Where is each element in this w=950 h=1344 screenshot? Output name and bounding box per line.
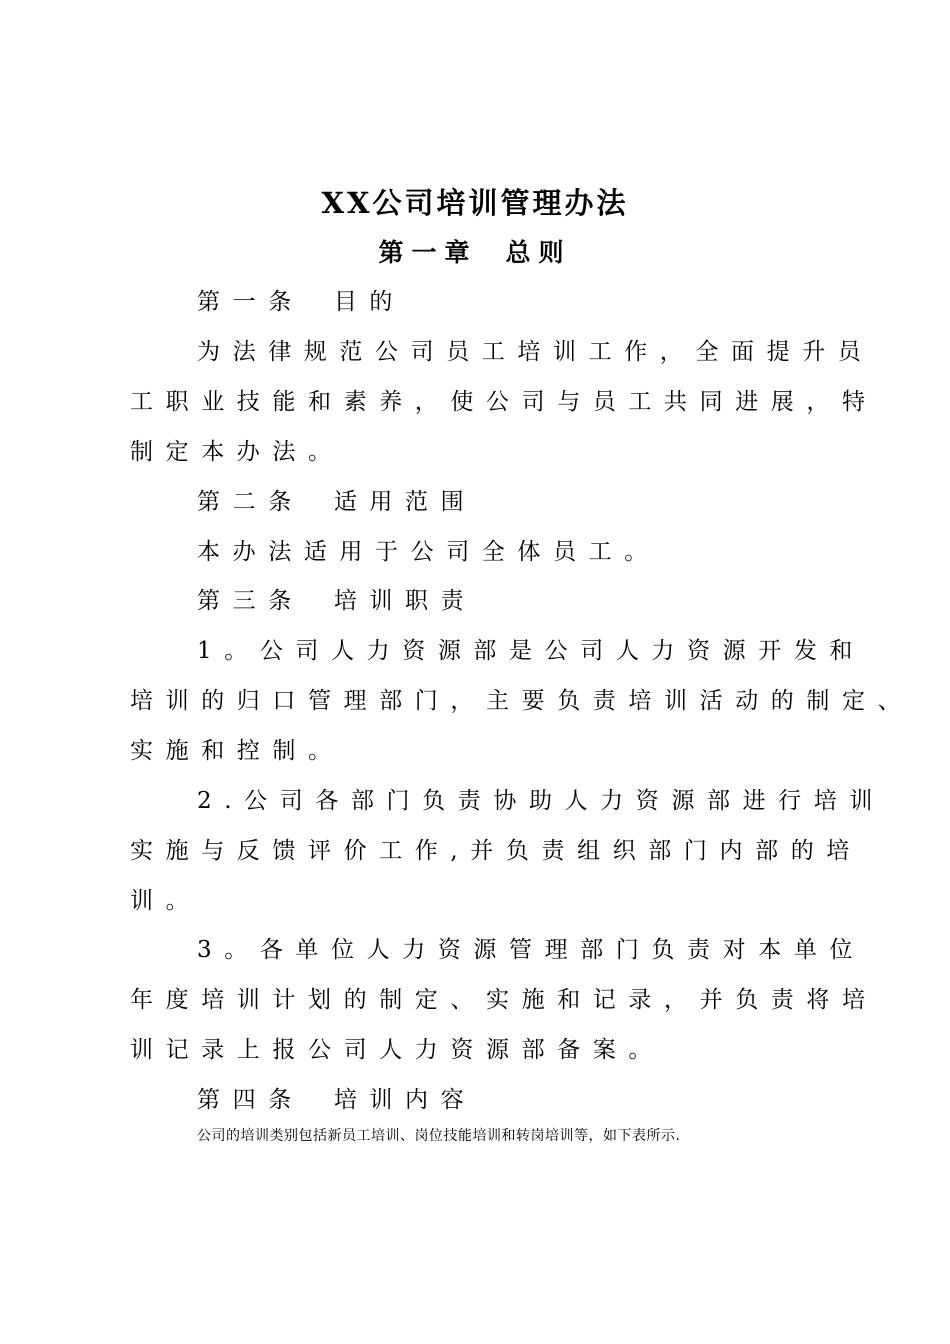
article-1-name: 目的	[333, 289, 406, 315]
article-1-number: 第一条	[197, 289, 304, 315]
document-title: XX公司培训管理办法	[321, 186, 629, 220]
article-3-item-3-line-3: 训记录上报公司人力资源部备案。	[130, 1037, 664, 1063]
article-3-name: 培训职责	[333, 588, 477, 614]
article-1-line-3: 制定本办法。	[130, 439, 344, 465]
chapter-name: 总则	[505, 238, 572, 267]
article-3-number: 第三条	[197, 588, 304, 614]
article-3-item-2-line-3: 训。	[130, 888, 202, 914]
article-3-item-1-line-2: 培训的归口管理部门，主要负责培训活动的制定、	[130, 688, 914, 714]
article-3-item-2-line-2: 实施与反馈评价工作,并负责组织部门内部的培	[130, 838, 862, 864]
article-2-heading	[197, 482, 476, 522]
article-2-number: 第二条	[197, 489, 304, 515]
article-2-name: 适用范围	[333, 489, 477, 515]
article-4-note: 公司的培训类别包括新员工培训、岗位技能培训和转岗培训等，如下表所示.	[197, 1128, 681, 1144]
article-3-item-1-line-3: 实施和控制。	[130, 738, 344, 764]
article-3-heading	[197, 581, 476, 621]
chapter-heading	[0, 233, 950, 273]
article-3-item-3-line-1: 3。各单位人力资源管理部门负责对本单位	[197, 937, 866, 963]
article-2-line-1: 本办法适用于公司全体员工。	[197, 539, 660, 565]
article-3-item-2-line-1: 2.公司各部门负责协助人力资源部进行培训	[197, 788, 885, 814]
article-4-heading	[197, 1080, 476, 1120]
article-3-item-3-line-2: 年度培训计划的制定、实施和记录，并负责将培	[130, 987, 878, 1013]
article-3-item-1-line-1: 1。公司人力资源部是公司人力资源开发和	[197, 638, 866, 664]
article-1-heading	[197, 282, 405, 322]
article-1-line-2: 工职业技能和素养，使公司与员工共同进展，特	[130, 389, 878, 415]
article-1-line-1: 为法律规范公司员工培训工作，全面提升员	[197, 339, 874, 365]
chapter-number: 第一章	[378, 238, 478, 267]
article-4-number: 第四条	[197, 1087, 304, 1113]
article-4-name: 培训内容	[333, 1087, 477, 1113]
